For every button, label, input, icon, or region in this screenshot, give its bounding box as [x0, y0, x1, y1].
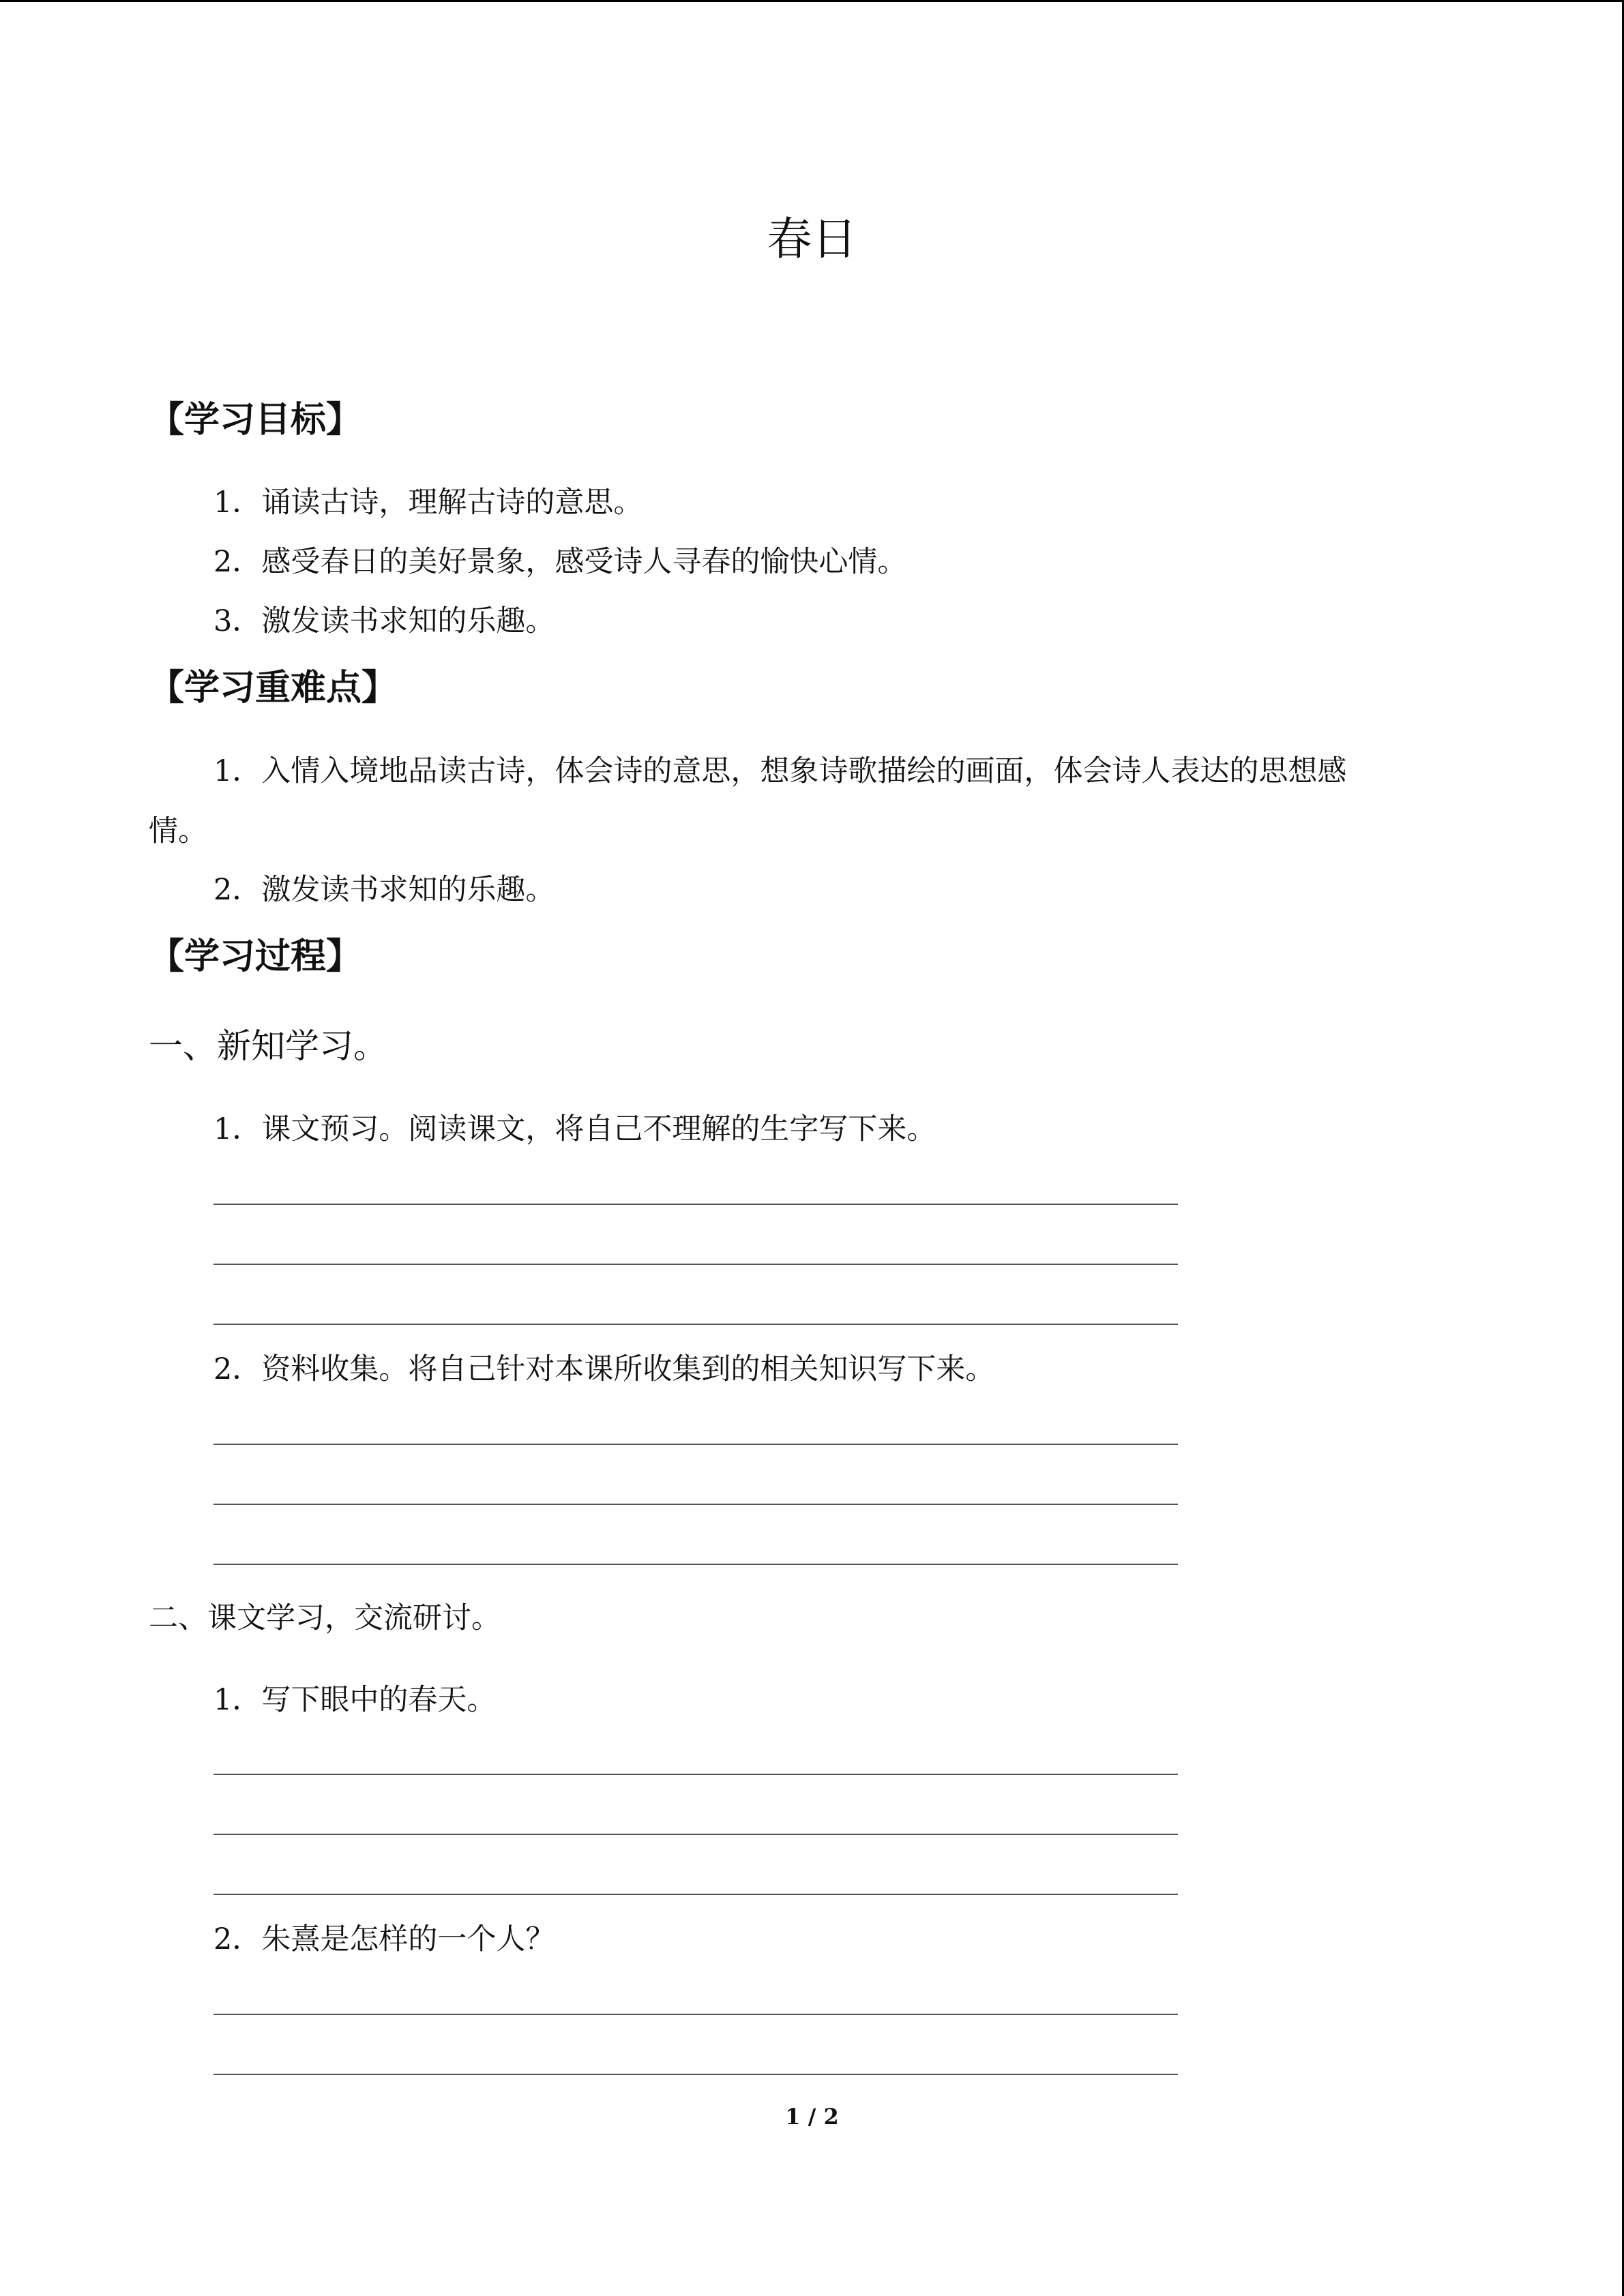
section-2-question-1: 1．写下眼中的春天。	[213, 1683, 497, 1717]
key-point-item-2: 2．激发读书求知的乐趣。	[213, 873, 555, 907]
objectives-heading: 【学习目标】	[149, 400, 362, 441]
key-point-item-1-line-1: 1．入情入境地品读古诗，体会诗的意思，想象诗歌描绘的画面，体会诗人表达的思想感	[213, 754, 1347, 788]
answer-line[interactable]	[213, 1504, 1178, 1505]
answer-line[interactable]	[213, 1204, 1178, 1205]
section-1-title: 一、新知学习。	[149, 1026, 387, 1066]
process-heading: 【学习过程】	[149, 936, 362, 977]
section-1-question-1: 1．课文预习。阅读课文，将自己不理解的生字写下来。	[213, 1112, 936, 1146]
section-1-question-2: 2．资料收集。将自己针对本课所收集到的相关知识写下来。	[213, 1352, 995, 1386]
page-title: 春日	[767, 213, 857, 265]
answer-line[interactable]	[213, 1834, 1178, 1835]
section-2-question-2: 2．朱熹是怎样的一个人？	[213, 1922, 555, 1956]
answer-line[interactable]	[213, 1264, 1178, 1265]
key-points-heading: 【学习重难点】	[149, 668, 398, 709]
answer-line[interactable]	[213, 1324, 1178, 1325]
objective-item-2: 2．感受春日的美好景象，感受诗人寻春的愉快心情。	[213, 545, 907, 579]
answer-line[interactable]	[213, 1444, 1178, 1445]
objective-item-3: 3．激发读书求知的乐趣。	[213, 604, 555, 638]
key-point-item-1-line-2: 情。	[149, 814, 207, 848]
objective-item-1: 1．诵读古诗，理解古诗的意思。	[213, 486, 643, 520]
page-border-top	[0, 0, 1624, 2]
answer-line[interactable]	[213, 2014, 1178, 2015]
answer-line[interactable]	[213, 1774, 1178, 1775]
answer-line[interactable]	[213, 1564, 1178, 1565]
answer-line[interactable]	[213, 2074, 1178, 2075]
section-2-title: 二、课文学习，交流研讨。	[149, 1601, 501, 1635]
answer-line[interactable]	[213, 1894, 1178, 1895]
page-number: 1 / 2	[785, 2104, 839, 2130]
